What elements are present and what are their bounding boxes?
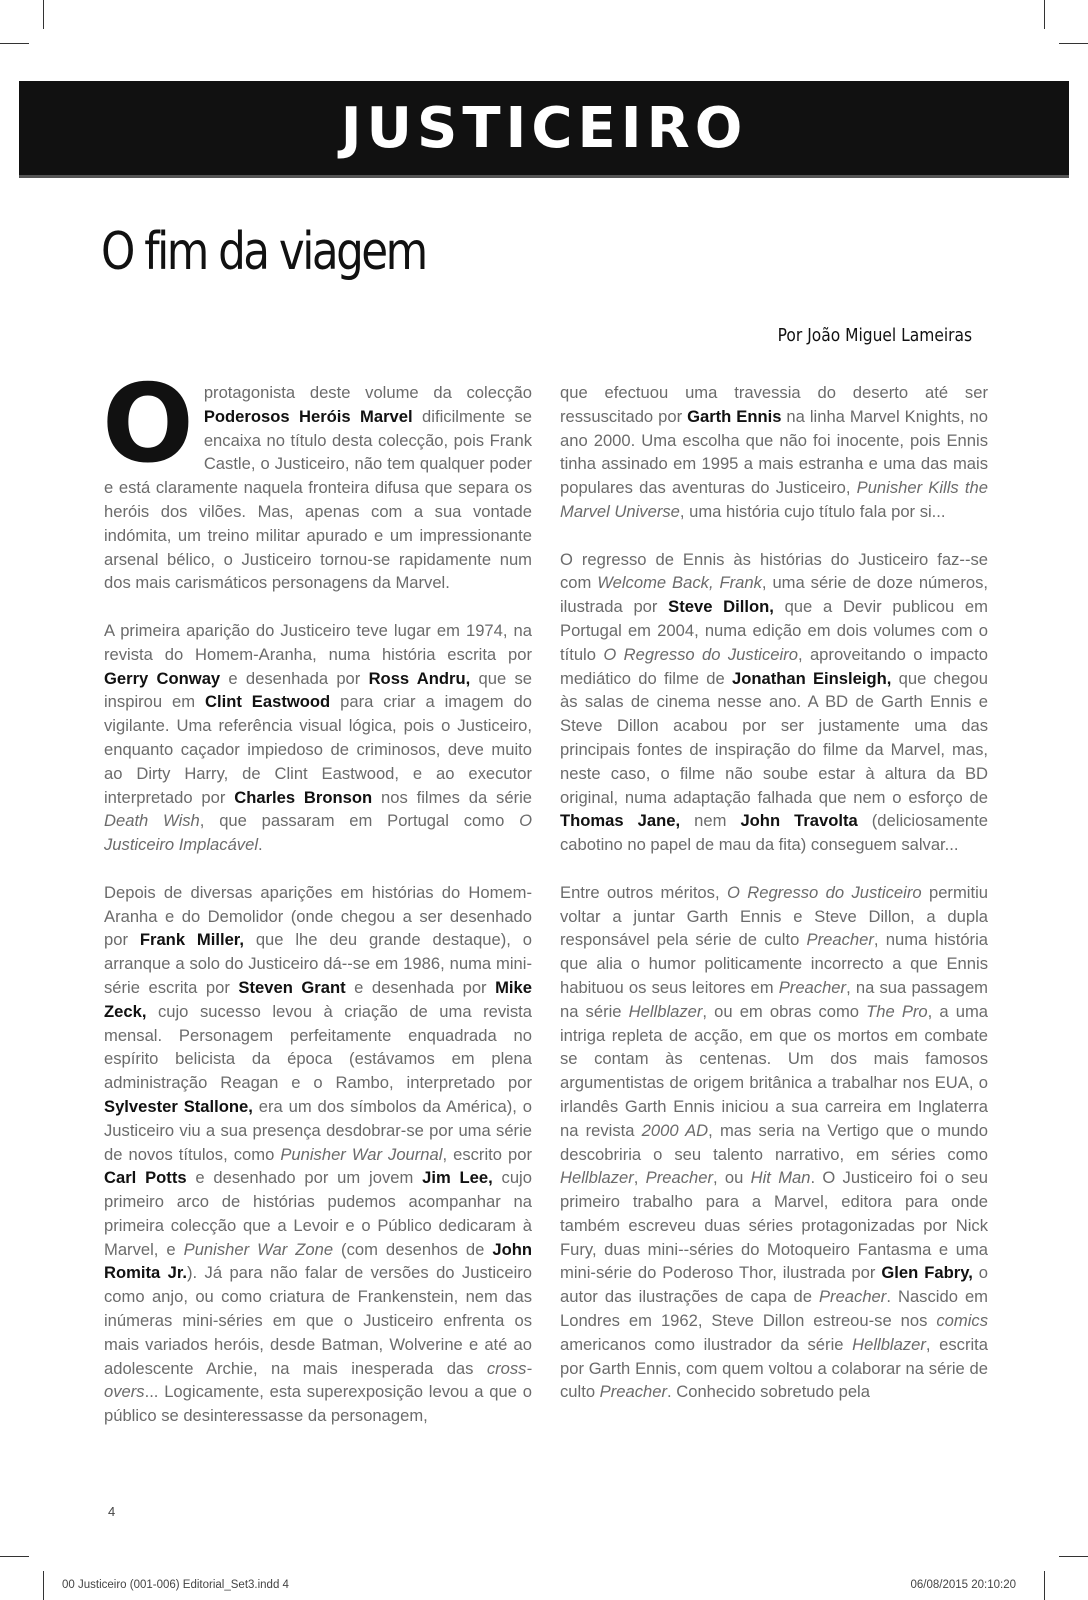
- italic-title: Preacher: [818, 1287, 887, 1307]
- italic-title: Preacher: [806, 930, 874, 950]
- crop-mark: [1059, 1556, 1088, 1557]
- italic-title: comics: [936, 1311, 988, 1331]
- italic-title: cross-overs: [104, 1358, 532, 1402]
- italic-title: Hellblazer: [560, 1168, 634, 1188]
- bold-name: Mike Zeck,: [104, 977, 532, 1021]
- bold-name: Steven Grant: [238, 977, 346, 997]
- text-column-left: [102, 362, 533, 1452]
- bold-name: John Romita Jr.: [104, 1239, 532, 1283]
- italic-title: Hellblazer: [628, 1001, 703, 1021]
- paragraph: O regresso de Ennis às histórias do Justiceiro faz--se com Welcome Back, Frank, uma série de doze números, ilustrada por Steve Dillon, que a Devir publicou em Portugal em 2004, numa edição em dois volumes com o título O Regresso do Justiceiro, aproveitando o impacto mediático do filme de Jonathan Einsleigh, que chegou às salas de cinema nesse ano. A BD de Garth Ennis e Steve Dillon acabou por ser justamente uma das principais fontes de inspiração do filme da Marvel, mas, neste caso, o filme não soube estar à altura da BD original, numa adaptação falhada que nem o esforço de Thomas Jane, nem John Travolta (deliciosamente cabotino no papel de mau da fita) conseguem salvar...: [560, 549, 988, 855]
- italic-title: Welcome Back, Frank: [597, 573, 762, 593]
- bold-name: Garth Ennis: [687, 406, 782, 426]
- slug-filename: 00 Justiceiro (001-006) Editorial_Set3.indd 4: [62, 1579, 289, 1591]
- crop-mark: [1044, 0, 1045, 29]
- bold-name: Thomas Jane,: [560, 811, 681, 831]
- bold-name: Frank Miller,: [139, 930, 244, 950]
- italic-title: Preacher: [645, 1168, 714, 1188]
- paragraph: Depois de diversas aparições em histórias do Homem-Aranha e do Demolidor (onde chegou a ser desenhado por Frank Miller, que lhe deu grande destaque), o arranque a solo do Justiceiro dá--se em 1986, numa mini-série escrita por Steven Grant e desenhada por Mike Zeck, cujo sucesso levou à criação de uma revista mensal. Personagem perfeitamente enquadrada no espírito belicista da época (estávamos em plena administração Reagan e o Rambo, interpretado por Sylvester Stallone, era um dos símbolos da América), o Justiceiro viu a sua presença desdobrar-se por uma série de novos títulos, como Punisher War Journal, escrito por Carl Potts e desenhado por um jovem Jim Lee, cujo primeiro arco de histórias pudemos acompanhar na primeira colecção que a Levoir e o Público dedicaram à Marvel, e Punisher War Zone (com desenhos de John Romita Jr.). Já para não falar de versões do Justiceiro como anjo, ou como criatura de Frankenstein, nem das inúmeras mini-séries em que o Justiceiro enfrenta os mais variados heróis, desde Batman, Wolverine e até ao adolescente Archie, na mais inesperada das cross-overs... Logicamente, esta superexposição levou a que o público se desinteressasse da personagem,: [104, 882, 533, 1426]
- crop-mark: [1059, 43, 1088, 44]
- drop-cap: O: [102, 362, 194, 487]
- bold-name: Poderosos Heróis Marvel: [203, 406, 413, 426]
- text-column-right: [560, 381, 988, 1428]
- crop-mark: [0, 1556, 29, 1557]
- italic-title: Preacher: [778, 977, 847, 997]
- paragraph: que efectuou uma travessia do deserto até ser ressuscitado por Garth Ennis na linha Marvel Knights, no ano 2000. Uma escolha que não foi inocente, pois Ennis tinha assinado em 1995 a mais estranha e uma das mais populares das aventuras do Justiceiro, Punisher Kills the Marvel Universe, uma história cujo título fala por si...: [560, 383, 988, 521]
- slug-timestamp: 06/08/2015 20:10:20: [910, 1579, 1016, 1591]
- bold-name: Jonathan Einsleigh,: [731, 668, 892, 688]
- bold-name: Carl Potts: [104, 1168, 187, 1188]
- italic-title: Death Wish: [104, 811, 200, 831]
- crop-mark: [1044, 1571, 1045, 1600]
- page-number: 4: [108, 1504, 116, 1519]
- italic-title: 2000 AD: [641, 1120, 709, 1140]
- italic-title: Preacher: [599, 1382, 668, 1402]
- bold-name: Gerry Conway: [104, 668, 221, 688]
- bold-name: Steve Dillon,: [668, 597, 774, 617]
- italic-title: Hit Man: [750, 1168, 811, 1188]
- crop-mark: [43, 0, 44, 29]
- italic-title: The Pro: [866, 1001, 928, 1021]
- bold-name: Glen Fabry,: [881, 1263, 973, 1283]
- section-banner: [19, 81, 1069, 178]
- article-title: O fim da viagem: [101, 222, 426, 282]
- italic-title: Punisher War Journal: [280, 1144, 443, 1164]
- bold-name: Jim Lee,: [422, 1168, 493, 1188]
- italic-title: O Regresso do Justiceiro: [726, 882, 922, 902]
- paragraph: protagonista deste volume da colecção Poderosos Heróis Marvel dificilmente se encaixa no título desta colecção, pois Frank Castle, o Justiceiro, não tem qualquer poder e está claramente naquela fronteira difusa que separa os heróis dos vilões. Mas, apenas com a sua vontade indómita, um treino militar apurado e um impressionante arsenal bélico, o Justiceiro tornou-se rapidamente num dos mais carismáticos personagens da Marvel.: [104, 383, 533, 593]
- bold-name: Ross Andru,: [368, 668, 471, 688]
- crop-mark: [43, 1571, 44, 1600]
- bold-name: John Travolta: [740, 811, 858, 831]
- section-title: JUSTICEIRO: [340, 95, 748, 161]
- article-byline: Por João Miguel Lameiras: [777, 325, 972, 346]
- italic-title: O Regresso do Justiceiro: [603, 644, 798, 664]
- bold-name: Sylvester Stallone,: [104, 1096, 253, 1116]
- bold-name: Clint Eastwood: [205, 692, 331, 712]
- italic-title: Hellblazer: [852, 1334, 926, 1354]
- paragraph: A primeira aparição do Justiceiro teve lugar em 1974, na revista do Homem-Aranha, numa história escrita por Gerry Conway e desenhada por Ross Andru, que se inspirou em Clint Eastwood para criar a imagem do vigilante. Uma referência visual lógica, pois o Justiceiro, enquanto caçador impiedoso de criminosos, deve muito ao Dirty Harry, de Clint Eastwood, e ao executor interpretado por Charles Bronson nos filmes da série Death Wish, que passaram em Portugal como O Justiceiro Implacável.: [104, 620, 533, 855]
- italic-title: O Justiceiro Implacável: [104, 811, 532, 855]
- italic-title: Punisher War Zone: [183, 1239, 334, 1259]
- bold-name: Charles Bronson: [234, 787, 373, 807]
- italic-title: Punisher Kills the Marvel Universe: [560, 478, 988, 521]
- paragraph: Entre outros méritos, O Regresso do Justiceiro permitiu voltar a juntar Garth Ennis e Steve Dillon, a dupla responsável pela série de culto Preacher, numa história que alia o humor politicamente incorrecto a que Ennis habituou os seus leitores em Preacher, na sua passagem na série Hellblazer, ou em obras como The Pro, a uma intriga repleta de acção, em que os mortos em combate se contam às centenas. Um dos mais famosos argumentistas de origem britânica a trabalhar nos EUA, o irlandês Garth Ennis iniciou a sua carreira em Inglaterra na revista 2000 AD, mas seria na Vertigo que o mundo descobriria o seu talento narrativo, em séries como Hellblazer, Preacher, ou Hit Man. O Justiceiro foi o seu primeiro trabalho para a Marvel, editora para onde também escreveu duas séries protagonizadas por Nick Fury, duas mini--séries do Motoqueiro Fantasma e uma mini-série do Poderoso Thor, ilustrada por Glen Fabry, o autor das ilustrações de capa de Preacher. Nascido em Londres em 1962, Steve Dillon estreou-se nos comics americanos como ilustrador da série Hellblazer, escrita por Garth Ennis, com quem voltou a colaborar na série de culto Preacher. Conhecido sobretudo pela: [560, 882, 989, 1402]
- crop-mark: [0, 43, 29, 44]
